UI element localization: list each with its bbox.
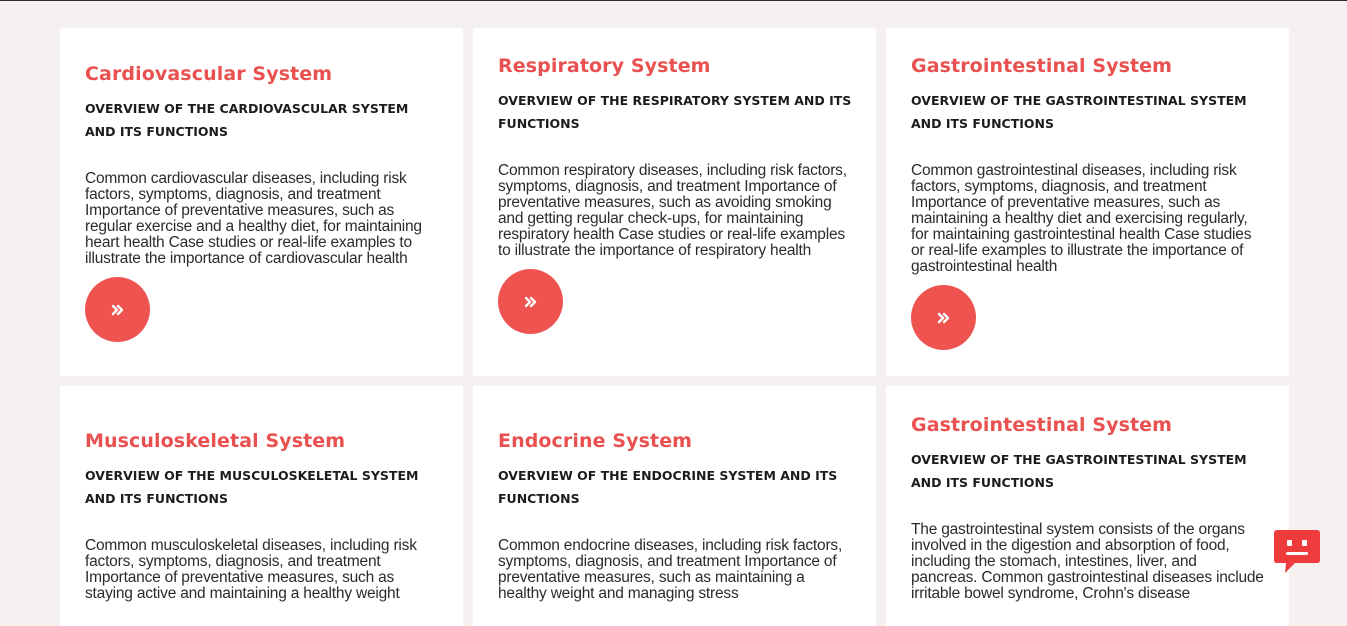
card-gastrointestinal (886, 28, 1289, 376)
double-chevron-right-icon (937, 312, 951, 324)
card-subtitle: OVERVIEW OF THE GASTROINTESTINAL SYSTEM AND ITS FUNCTIONS (911, 452, 1247, 490)
card-body: Common endocrine diseases, including risk factors, symptoms, diagnosis, and treatment Importance of preventative measures, such as maintaining a healthy weight and managing stress (498, 537, 843, 602)
card-body: Common respiratory diseases, including risk factors, symptoms, diagnosis, and treatment Importance of preventative measures, such as avoiding smoking and getting regular check-ups, for maintaining respiratory health Case studies or real-life examples to illustrate the importance of respiratory health (498, 162, 847, 259)
card-body: Common musculoskeletal diseases, including risk factors, symptoms, diagnosis, and treatment Importance of preventative measures, such as staying active and maintaining a healthy weight (85, 537, 417, 602)
read-more-button[interactable] (85, 277, 150, 342)
double-chevron-right-icon (111, 304, 125, 316)
read-more-button[interactable] (498, 269, 563, 334)
card-subtitle: OVERVIEW OF THE GASTROINTESTINAL SYSTEM AND ITS FUNCTIONS (911, 93, 1247, 131)
card-musculoskeletal (60, 386, 463, 626)
read-more-button[interactable] (911, 285, 976, 350)
card-gastrointestinal-2 (886, 386, 1289, 626)
card-respiratory (473, 28, 876, 376)
card-title: Respiratory System (498, 55, 711, 77)
card-title: Gastrointestinal System (911, 414, 1173, 436)
double-chevron-right-icon (524, 296, 538, 308)
top-border (0, 0, 1347, 1)
card-body: Common cardiovascular diseases, including risk factors, symptoms, diagnosis, and treatment Importance of preventative measures, such as regular exercise and a healthy diet, for maintaining heart health Case studies or real-life examples to illustrate the importance of cardiovascular health (85, 170, 422, 267)
chat-bot-icon (1273, 528, 1321, 576)
card-body: The gastrointestinal system consists of the organs involved in the digestion and absorption of food, including the stomach, intestines, liver, and pancreas. Common gastrointestinal diseases include irritable bowel syndrome, Crohn's disease (911, 521, 1264, 602)
card-endocrine (473, 386, 876, 626)
card-title: Musculoskeletal System (85, 430, 346, 452)
chat-widget-button[interactable] (1273, 528, 1321, 576)
card-subtitle: OVERVIEW OF THE MUSCULOSKELETAL SYSTEM AND ITS FUNCTIONS (85, 468, 419, 506)
card-title: Cardiovascular System (85, 63, 333, 85)
card-cardiovascular (60, 28, 463, 376)
card-subtitle: OVERVIEW OF THE RESPIRATORY SYSTEM AND ITS FUNCTIONS (498, 93, 852, 131)
card-title: Gastrointestinal System (911, 55, 1173, 77)
card-subtitle: OVERVIEW OF THE CARDIOVASCULAR SYSTEM AND ITS FUNCTIONS (85, 101, 409, 139)
card-subtitle: OVERVIEW OF THE ENDOCRINE SYSTEM AND ITS FUNCTIONS (498, 468, 838, 506)
card-body: Common gastrointestinal diseases, including risk factors, symptoms, diagnosis, and treatment Importance of preventative measures, such as maintaining a healthy diet and exercising regularly, for maintaining gastrointestinal health Case studies or real-life examples to illustrate the importance of gastrointestinal health (911, 162, 1252, 275)
card-title: Endocrine System (498, 430, 693, 452)
